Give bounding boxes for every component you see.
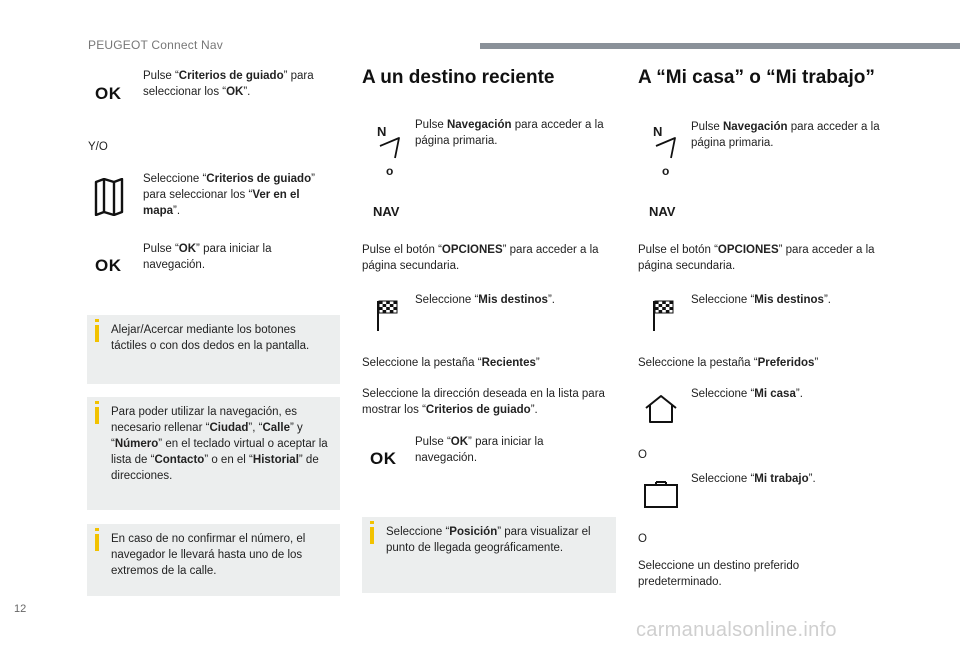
step-text: Seleccione “Mi trabajo”.	[691, 473, 816, 485]
info-note: Alejar/Acercar mediante los botones táctiles o con dos dedos en la pantalla.	[87, 315, 340, 384]
info-icon	[370, 527, 374, 544]
step-text: Seleccione “Mis destinos”.	[415, 294, 555, 306]
info-icon	[95, 325, 99, 342]
map-icon	[94, 178, 124, 216]
step-text: Pulse el botón “OPCIONES” para acceder a la página secundaria.	[638, 244, 875, 272]
ok-icon: OK	[95, 84, 122, 103]
info-note: Para poder utilizar la navegación, es necesario rellenar “Ciudad”, “Calle” y “Número” en el teclado virtual o aceptar la lista de “Contacto” o en el “Historial” de direcciones.	[87, 397, 340, 510]
step-text: Seleccione “Mis destinos”.	[691, 294, 831, 306]
section-title: A “Mi casa” o “Mi trabajo”	[638, 67, 875, 88]
step-text: Pulse “Criterios de guiado” para seleccionar los “OK”.	[143, 70, 314, 98]
step-text: Pulse “OK” para iniciar la navegación.	[143, 243, 272, 271]
info-icon	[95, 407, 99, 424]
info-icon	[95, 534, 99, 551]
header-bar	[480, 43, 960, 49]
navigation-arrow-icon	[654, 136, 678, 160]
running-header: PEUGEOT Connect Nav	[88, 38, 223, 52]
step-text: Seleccione “Mi casa”.	[691, 388, 803, 400]
or-label: O	[638, 449, 647, 461]
home-icon	[644, 394, 678, 424]
checkered-flag-icon	[652, 300, 674, 332]
and-or-label: Y/O	[88, 141, 108, 153]
navigation-arrow-icon	[378, 136, 402, 160]
step-text: Seleccione la dirección deseada en la lista para mostrar los “Criterios de guiado”.	[362, 388, 605, 416]
info-note: Seleccione “Posición” para visualizar el punto de llegada geográficamente.	[362, 517, 616, 593]
info-note: En caso de no confirmar el número, el navegador le llevará hasta uno de los extremos de la calle.	[87, 524, 340, 596]
watermark: carmanualsonline.info	[636, 619, 837, 641]
step-text: Pulse Navegación para acceder a la página primaria.	[691, 121, 880, 149]
step-text: Seleccione la pestaña “Preferidos”	[638, 357, 819, 369]
nav-button-icon: N o NAV	[370, 124, 410, 224]
page-number: 12	[14, 603, 27, 615]
section-title: A un destino reciente	[362, 67, 555, 88]
step-text: Seleccione la pestaña “Recientes”	[362, 357, 540, 369]
briefcase-icon	[643, 479, 679, 509]
checkered-flag-icon	[376, 300, 398, 332]
ok-icon: OK	[95, 256, 122, 275]
ok-icon: OK	[370, 449, 397, 468]
step-text: Pulse “OK” para iniciar la navegación.	[415, 436, 544, 464]
nav-button-icon: N o NAV	[646, 124, 686, 224]
step-text: Seleccione “Criterios de guiado” para seleccionar los “Ver en el mapa”.	[143, 173, 315, 217]
step-text: Seleccione un destino preferido predeterminado.	[638, 560, 800, 588]
or-label: O	[638, 533, 647, 545]
step-text: Pulse el botón “OPCIONES” para acceder a la página secundaria.	[362, 244, 599, 272]
step-text: Pulse Navegación para acceder a la página primaria.	[415, 119, 604, 147]
